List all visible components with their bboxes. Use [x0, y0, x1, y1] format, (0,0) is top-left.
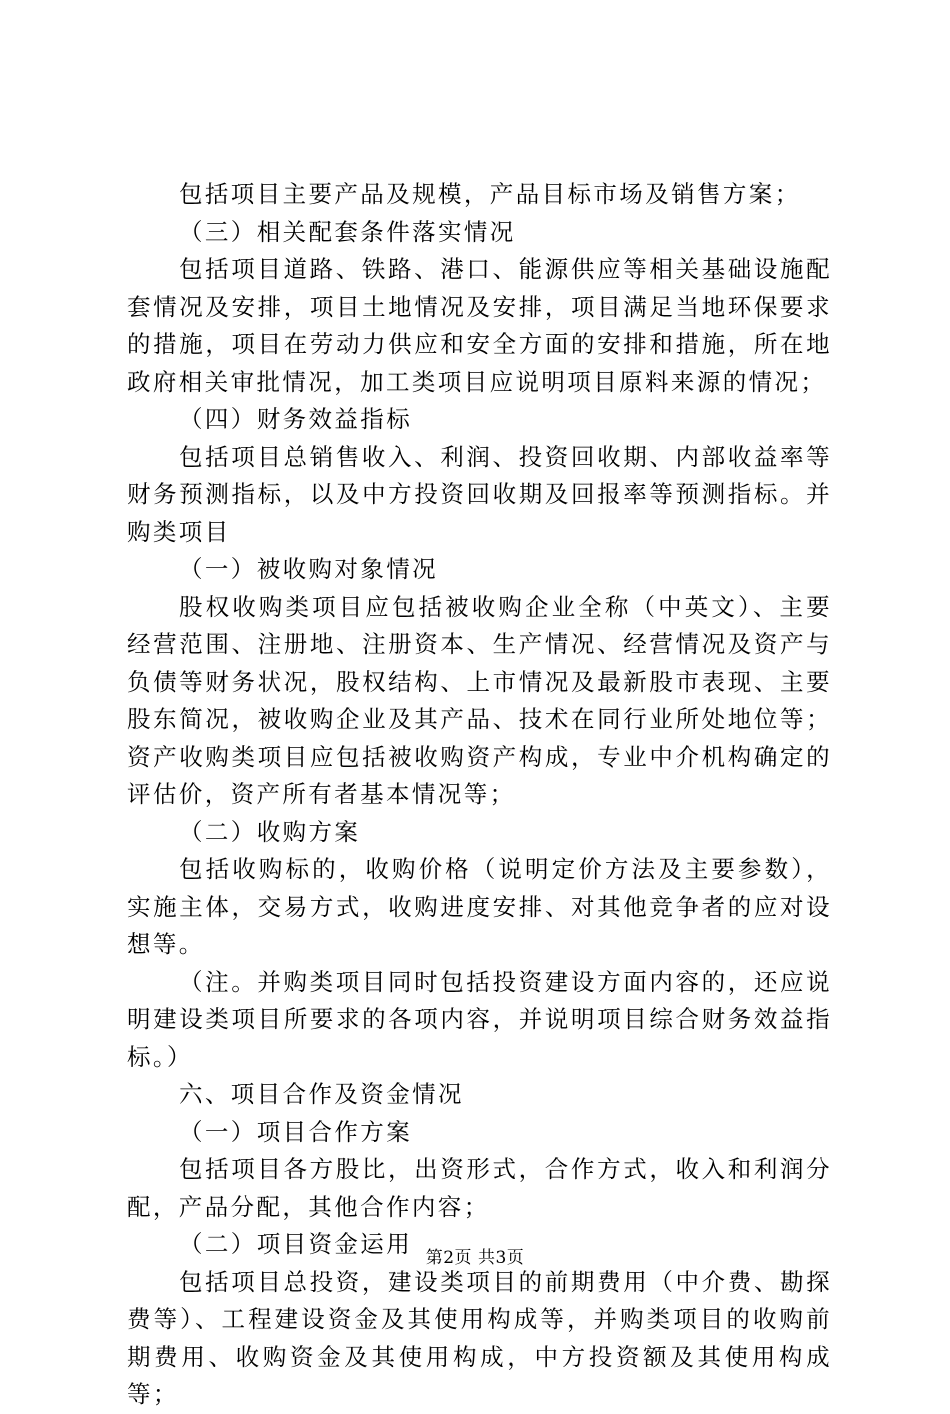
heading-cooperation-plan: （一）项目合作方案	[179, 1117, 413, 1146]
paragraph-acquired-target: 股权收购类项目应包括被收购企业全称（中英文）、主要经营范围、注册地、注册资本、生产情况、经营情况及资产与负债等财务状况，股权结构、上市情况及最新股市表现、主要股东简况，被收购企业及其产品、技术在同行业所处地位等；资产收购类项目应包括被收购资产构成，专业中介机构确定的评估价，资产所有者基本情况等；	[127, 592, 832, 808]
paragraph-acquisition-plan: 包括收购标的，收购价格（说明定价方法及主要参数），实施主体，交易方式，收购进度安排、对其他竞争者的应对设想等。	[127, 855, 832, 958]
paragraph-note: （注。并购类项目同时包括投资建设方面内容的，还应说明建设类项目所要求的各项内容，并说明项目综合财务效益指标。）	[127, 967, 832, 1071]
paragraph-cooperation-plan: 包括项目各方股比，出资形式，合作方式，收入和利润分配，产品分配，其他合作内容；	[127, 1155, 832, 1221]
paragraph-supporting-conditions: 包括项目道路、铁路、港口、能源供应等相关基础设施配套情况及安排，项目土地情况及安排，项目满足当地环保要求的措施，项目在劳动力供应和安全方面的安排和措施，所在地政府相关审批情况，加工类项目应说明项目原料来源的情况；	[127, 255, 832, 396]
heading-acquisition-plan: （二）收购方案	[179, 817, 361, 846]
section-heading-cooperation-funding: 六、项目合作及资金情况	[179, 1080, 464, 1108]
heading-acquired-target: （一）被收购对象情况	[179, 555, 438, 583]
heading-supporting-conditions: （三）相关配套条件落实情况	[179, 217, 516, 246]
document-body	[127, 176, 832, 1414]
paragraph-funding-use: 包括项目总投资，建设类项目的前期费用（中介费、勘探费等）、工程建设资金及其使用构成等，并购类项目的收购前期费用、收购资金及其使用构成，中方投资额及其使用构成等；	[127, 1267, 832, 1408]
paragraph-product-scale: 包括项目主要产品及规模，产品目标市场及销售方案；	[179, 180, 801, 208]
heading-financial-indicators: （四）财务效益指标	[179, 405, 413, 433]
paragraph-financial-indicators: 包括项目总销售收入、利润、投资回收期、内部收益率等财务预测指标，以及中方投资回收期及回报率等预测指标。并购类项目	[127, 442, 832, 546]
heading-funding-use: （二）项目资金运用	[179, 1230, 413, 1258]
page-number-footer: 第2页 共3页	[425, 1248, 525, 1268]
